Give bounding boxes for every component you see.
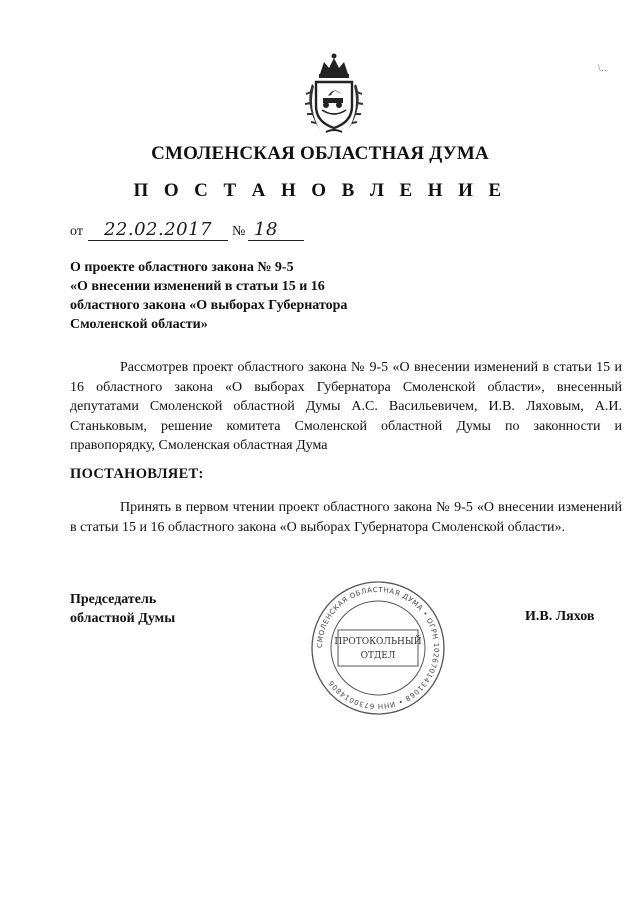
coat-of-arms-icon — [298, 52, 370, 136]
stamp-ring-text: СМОЛЕНСКАЯ ОБЛАСТНАЯ ДУМА • ОГРН 1026701431068 • ИНН 6730014806 — [315, 585, 441, 711]
preamble-paragraph: Рассмотрев проект областного закона № 9-5 «О внесении изменений в статьи 15 и 16 областного закона «О выборах Губернатора Смоленской области», внесенный депутатами Смоленской областной Думы А.С. Васильевичем, И.В. Ляховым, А.И. Станьковым, решение комитета Смоленской областной Думы по законности и правопорядку, Смоленская областная Дума — [70, 360, 622, 453]
handwritten-number: 18 — [254, 219, 278, 240]
signer-name: И.В. Ляхов — [525, 609, 595, 624]
from-label: от — [70, 224, 83, 239]
document-subject: О проекте областного закона № 9-5 «О внесении изменений в статьи 15 и 16 областного закона «О выборах Губернатора Смоленской области» — [70, 260, 348, 332]
resolution-paragraph: Принять в первом чтении проект областного закона № 9-5 «О внесении изменений в статьи 15 и 16 областного закона «О выборах Губернатора Смоленской области». — [70, 500, 622, 535]
stamp-center-line-2: ОТДЕЛ — [360, 651, 396, 661]
handwritten-date: 22.02.2017 — [103, 219, 213, 240]
date-number-line — [70, 218, 330, 244]
number-field — [248, 220, 304, 241]
stamp-center-line-1: ПРОТОКОЛЬНЫЙ — [334, 637, 422, 647]
document-type: П О С Т А Н О В Л Е Н И Е — [133, 180, 507, 201]
resolves-heading: ПОСТАНОВЛЯЕТ: — [70, 466, 204, 482]
signer-title: Председатель областной Думы — [70, 592, 176, 626]
number-label: № — [232, 224, 246, 239]
organization-name: СМОЛЕНСКАЯ ОБЛАСТНАЯ ДУМА — [151, 143, 489, 164]
date-field — [88, 220, 228, 241]
official-stamp-icon — [298, 578, 458, 718]
corner-mark: \.. — [598, 63, 609, 73]
